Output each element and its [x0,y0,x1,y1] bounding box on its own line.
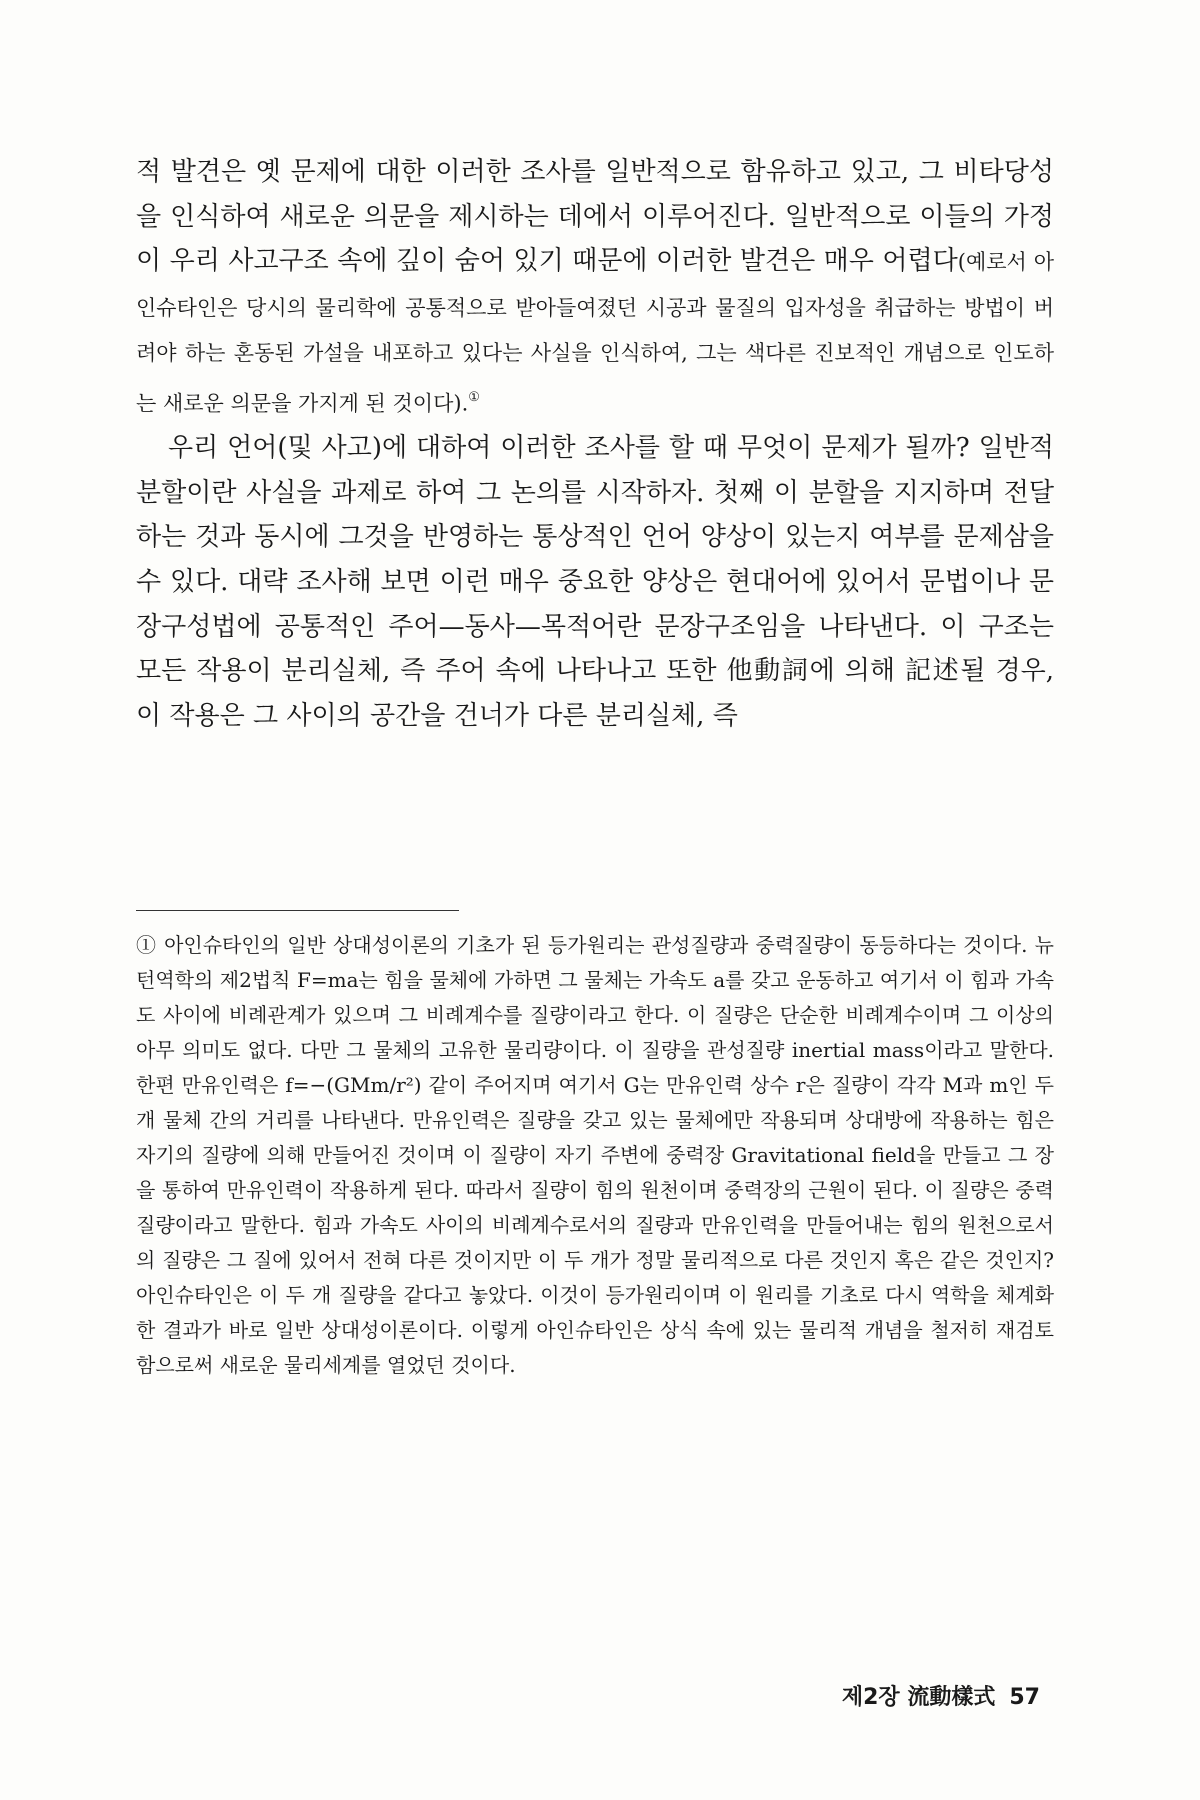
footnote-text: ① 아인슈타인의 일반 상대성이론의 기초가 된 등가원리는 관성질량과 중력질량이 동등하다는 것이다. 뉴턴역학의 제2법칙 F=ma는 힘을 물체에 가하면 그 물체는 가속도 a를 갖고 운동하고 여기서 이 힘과 가속도 사이에 비례관계가 있으며 그 비례계수를 질량이라고 한다. 이 질량은 단순한 비례계수이며 그 이상의 아무 의미도 없다. 다만 그 물체의 고유한 물리량이다. 이 질량을 관성질량 inertial mass이라고 말한다. 한편 만유인력은 f=−(GMm/r²) 같이 주어지며 여기서 G는 만유인력 상수 r은 질량이 각각 M과 m인 두 개 물체 간의 거리를 나타낸다. 만유인력은 질량을 갖고 있는 물체에만 작용되며 상대방에 작용하는 힘은 자기의 질량에 의해 만들어진 것이며 이 질량이 자기 주변에 중력장 Gravitational field을 만들고 그 장을 통하여 만유인력이 작용하게 된다. 따라서 질량이 힘의 원천이며 중력장의 근원이 된다. 이 질량은 중력질량이라고 말한다. 힘과 가속도 사이의 비례계수로서의 질량과 만유인력을 만들어내는 힘의 원천으로서의 질량은 그 질에 있어서 전혀 다른 것이지만 이 두 개가 정말 물리적으로 다른 것인지 혹은 같은 것인지? 아인슈타인은 이 두 개 질량을 같다고 놓았다. 이것이 등가원리이며 이 원리를 기초로 다시 역학을 체계화한 결과가 바로 일반 상대성이론이다. 이렇게 아인슈타인은 상식 속에 있는 물리적 개념을 철저히 재검토함으로써 새로운 물리세계를 열었던 것이다. [136,933,1054,1377]
page-footer [842,1680,1040,1711]
footnote-divider [136,910,459,911]
paragraph-1-text: 적 발견은 옛 문제에 대한 이러한 조사를 일반적으로 함유하고 있고, 그 비타당성을 인식하여 새로운 의문을 제시하는 데에서 이루어진다. 일반적으로 이들의 가정이 우리 사고구조 속에 깊이 숨어 있기 때문에 이러한 발견은 매우 어렵다 [136,157,1054,277]
footnote-reference[interactable]: ① [468,389,480,405]
footnote [136,928,1054,1383]
paragraph-1-parenthetical: (예로서 아인슈타인은 당시의 물리학에 공통적으로 받아들여졌던 시공과 물질의 입자성을 취급하는 방법이 버려야 하는 혼동된 가설을 내포하고 있다는 사실을 인식하여, 그는 색다른 진보적인 개념으로 인도하는 새로운 의문을 가지게 된 것이다). [136,250,1055,416]
page-number: 57 [1009,1685,1040,1710]
paragraph-1 [136,150,1054,426]
main-text [136,150,1054,738]
chapter-label: 제2장 [841,1685,900,1710]
paragraph-2: 우리 언어(및 사고)에 대하여 이러한 조사를 할 때 무엇이 문제가 될까? 일반적 분할이란 사실을 과제로 하여 그 논의를 시작하자. 첫째 이 분할을 지지하며 전달하는 것과 동시에 그것을 반영하는 통상적인 언어 양상이 있는지 여부를 문제삼을 수 있다. 대략 조사해 보면 이런 매우 중요한 양상은 현대어에 있어서 문법이나 문장구성법에 공통적인 주어—동사—목적어란 문장구조임을 나타낸다. 이 구조는 모든 작용이 분리실체, 즉 주어 속에 나타나고 또한 他動詞에 의해 記述될 경우, 이 작용은 그 사이의 공간을 건너가 다른 분리실체, 즉 [136,433,1054,731]
chapter-title: 流動樣式 [907,1685,996,1710]
